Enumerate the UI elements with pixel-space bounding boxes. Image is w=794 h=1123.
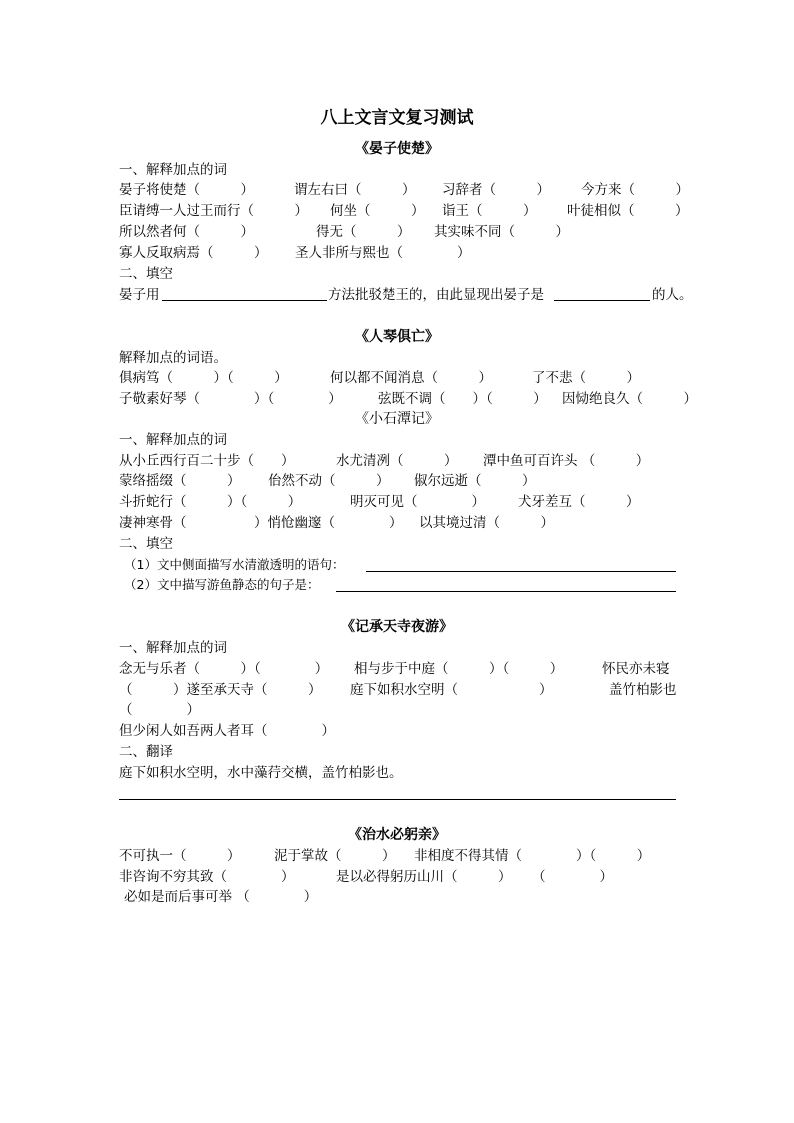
question-row (0, 222, 569, 242)
question-item: 子敬素好琴（ ）（ ） (119, 391, 342, 407)
question-row (0, 180, 689, 200)
question-item: 晏子将使楚（ ） (119, 182, 254, 198)
question-item: （ ）遂至承天寺（ ） (119, 682, 322, 698)
question-item: 念无与乐者（ ）（ ） (119, 661, 329, 677)
question-item: （ ） (532, 869, 613, 885)
question-item: 必如是而后事可举 （ ） (124, 889, 318, 905)
question-item: 所以然者何（ ） (119, 224, 254, 240)
question-item: 泥于掌故（ ） (274, 848, 396, 864)
fill-question: （2）文中描写游鱼静态的句子是： (124, 577, 320, 592)
question-item: 蒙络摇缀（ ） (119, 473, 241, 489)
part-label: 二、填空 (119, 266, 173, 282)
question-item: 怀民亦未寝 (602, 661, 670, 677)
question-item: 非咨询不穷其致（ ） (119, 869, 295, 885)
question-row (0, 389, 697, 409)
question-item: 相与步于中庭（ ）（ ） (354, 661, 564, 677)
question-row (0, 201, 689, 221)
question-item: 不可执一（ ） (119, 848, 241, 864)
question-item: 得无（ ） (316, 224, 411, 240)
question-row (0, 700, 200, 720)
question-item: 寡人反取病焉（ ） (119, 245, 268, 261)
question-item: 俱病笃（ ）（ ） (119, 370, 288, 386)
answer-blank[interactable] (162, 300, 327, 301)
question-row (0, 451, 650, 471)
question-item: 但少闲人如吾两人者耳（ ） (119, 723, 335, 739)
question-item: 是以必得躬历山川（ ） (336, 869, 512, 885)
fill-text: 晏子用 (119, 287, 160, 303)
page-title: 八上文言文复习测试 (320, 108, 474, 128)
question-item: 何坐（ ） (330, 203, 425, 219)
question-item: 犬牙差互（ ） (518, 494, 640, 510)
question-item: 盖竹柏影也 (609, 682, 677, 698)
question-item: 从小丘西行百二十步（ ） (119, 453, 295, 469)
section-heading-yanzi: 《晏子使楚》 (355, 141, 439, 157)
question-row (0, 513, 554, 533)
question-item: 非相度不得其情（ ）（ ） (414, 848, 651, 864)
fill-question: （1）文中侧面描写水清澈透明的语句： (124, 557, 345, 572)
question-row (0, 492, 640, 512)
question-item: 谓左右曰（ ） (294, 182, 416, 198)
question-item: 圣人非所与熙也（ ） (295, 245, 471, 261)
question-item: 庭下如积水空明（ ） (350, 682, 553, 698)
part-label: 二、填空 (119, 536, 173, 552)
question-item: 凄神寒骨（ ）悄怆幽邃（ ） (119, 515, 403, 531)
section-heading-zhishui: 《治水必躬亲》 (348, 827, 446, 843)
part-label: 一、解释加点的词 (119, 640, 227, 656)
question-row (0, 680, 677, 700)
question-item: 潭中鱼可百许头 （ ） (483, 453, 650, 469)
question-item: 臣请缚一人过王而行（ ） (119, 203, 308, 219)
translate-text: 庭下如积水空明，水中藻荇交横，盖竹柏影也。 (119, 765, 403, 781)
answer-blank[interactable] (336, 591, 676, 592)
question-item: 了不悲（ ） (532, 370, 640, 386)
part-label: 解释加点的词语。 (119, 350, 227, 366)
answer-blank[interactable] (366, 571, 676, 572)
part-label: 一、解释加点的词 (119, 432, 227, 448)
question-item: （ ） (119, 702, 200, 718)
question-row (0, 887, 318, 907)
question-row (0, 721, 335, 741)
question-item: 叶徒相似（ ） (567, 203, 689, 219)
section-heading-chengtiansi: 《记承天寺夜游》 (341, 619, 453, 635)
part-label: 二、翻译 (119, 744, 173, 760)
question-item: 水尤清冽（ ） (336, 453, 458, 469)
section-heading-xiaoshitan: 《小石潭记》 (355, 411, 439, 427)
section-heading-renqin: 《人琴俱亡》 (355, 329, 439, 345)
question-item: 以其境过清（ ） (419, 515, 554, 531)
question-item: 何以都不闻消息（ ） (330, 370, 492, 386)
part-label: 一、解释加点的词 (119, 162, 227, 178)
question-row (0, 368, 640, 388)
question-item: 习辞者（ ） (442, 182, 550, 198)
question-item: 弦既不调（ ）（ ） (378, 391, 547, 407)
question-item: 斗折蛇行（ ）（ ） (119, 494, 302, 510)
question-item: 因恸绝良久（ ） (562, 391, 697, 407)
answer-blank[interactable] (554, 300, 650, 301)
question-row (0, 846, 651, 866)
question-row (0, 867, 613, 887)
question-item: 诣王（ ） (442, 203, 537, 219)
question-item: 今方来（ ） (581, 182, 689, 198)
question-item: 其实味不同（ ） (434, 224, 569, 240)
fill-text: 的人。 (652, 287, 693, 303)
question-item: 俶尔远逝（ ） (414, 473, 536, 489)
question-row (0, 243, 471, 263)
question-item: 明灭可见（ ） (350, 494, 485, 510)
answer-blank[interactable] (119, 799, 676, 800)
fill-text: 方法批驳楚王的，由此显现出晏子是 (328, 287, 544, 303)
question-item: 佁然不动（ ） (268, 473, 390, 489)
question-row (0, 471, 536, 491)
fill-in-row (0, 285, 693, 305)
question-row (0, 659, 670, 679)
